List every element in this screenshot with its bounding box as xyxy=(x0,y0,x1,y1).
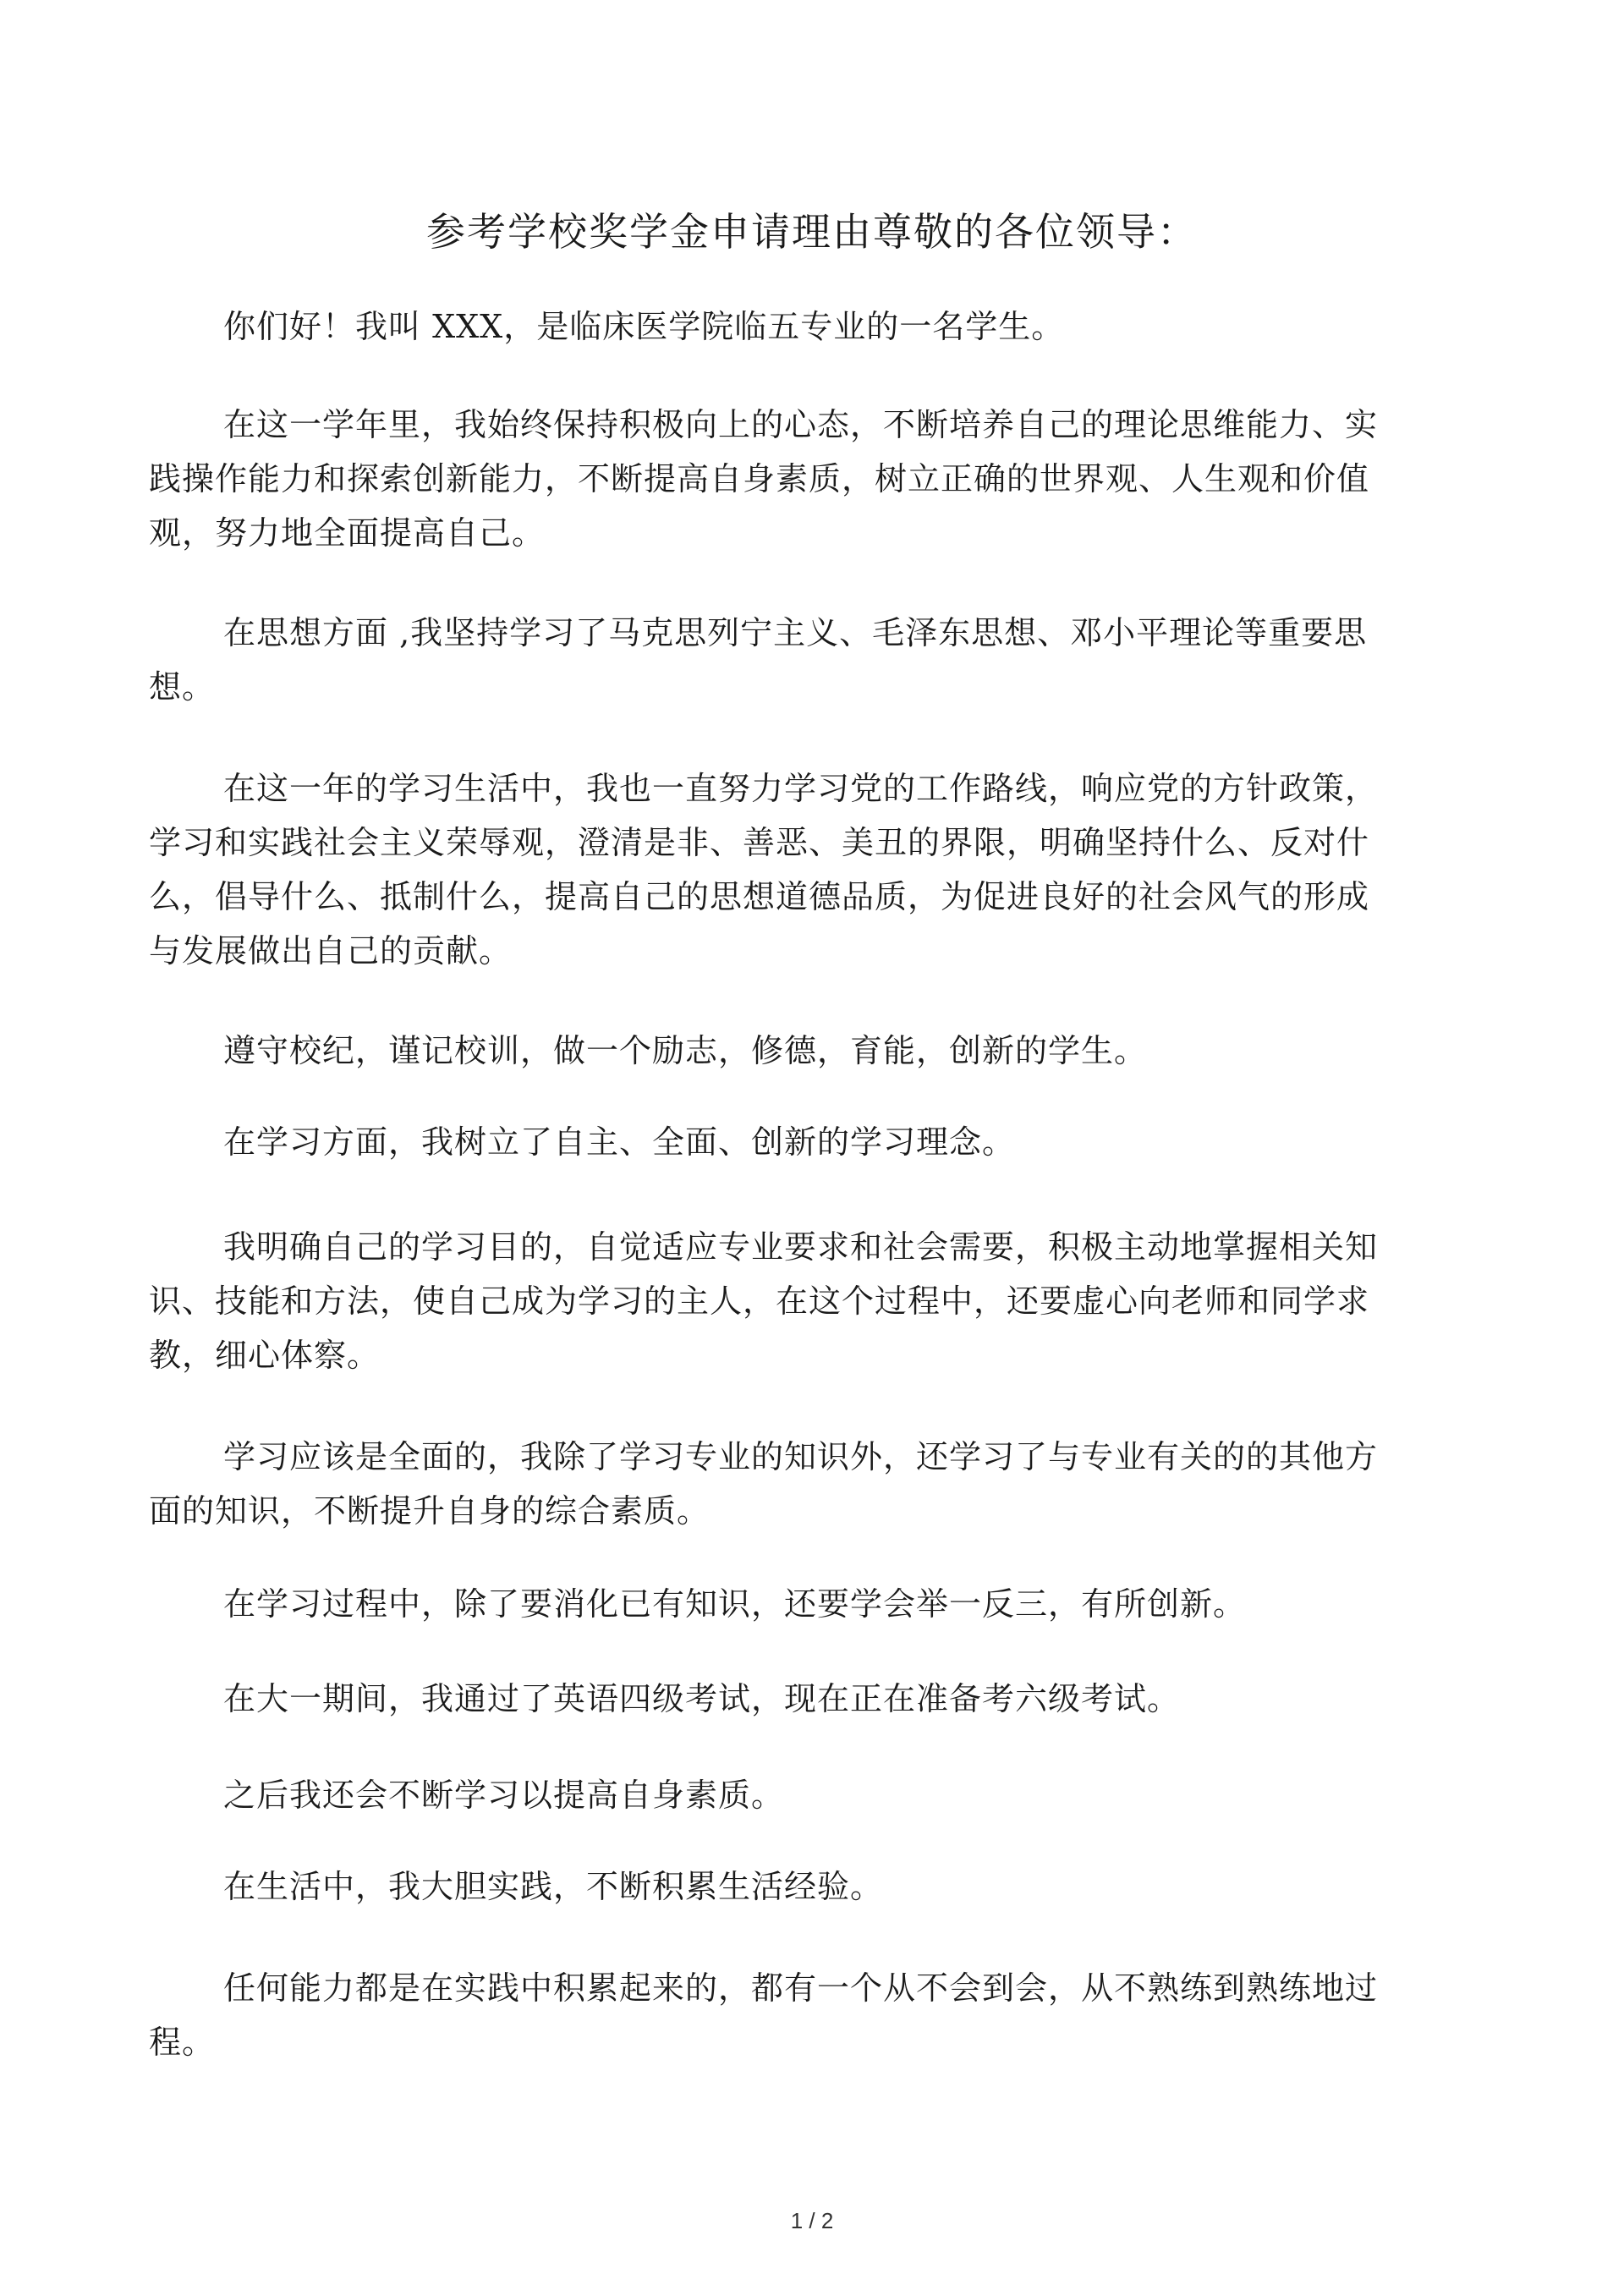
paragraph-life-practice: 在生活中，我大胆实践，不断积累生活经验。 xyxy=(223,1868,884,1905)
paragraph-school-rules: 遵守校纪，谨记校训，做一个励志，修德，育能，创新的学生。 xyxy=(223,1032,1148,1069)
paragraph-ability-growth: 任何能力都是在实践中积累起来的，都有一个从不会到会，从不熟练到熟练地过程。 xyxy=(149,1969,1379,2061)
page-number: 1 / 2 xyxy=(790,2208,834,2233)
document-title: 参考学校奖学金申请理由尊敬的各位领导： xyxy=(426,209,1198,255)
paragraph-innovation: 在学习过程中，除了要消化已有知识，还要学会举一反三，有所创新。 xyxy=(223,1585,1247,1623)
paragraph-english-exam: 在大一期间，我通过了英语四级考试，现在正在准备考六级考试。 xyxy=(223,1680,1181,1717)
paragraph-greeting: 你们好！我叫 XXX，是临床医学院临五专业的一名学生。 xyxy=(223,308,1065,345)
paragraph-ideology: 在思想方面 ,我坚持学习了马克思列宁主义、毛泽东思想、邓小平理论等重要思想。 xyxy=(149,614,1368,706)
paragraph-continued-learning: 之后我还会不断学习以提高自身素质。 xyxy=(223,1777,785,1814)
paragraph-comprehensive-study: 学习应该是全面的，我除了学习专业的知识外，还学习了与专业有关的的其他方面的知识，不断提升自身的综合素质。 xyxy=(149,1438,1379,1530)
paragraph-self-cultivation: 在这一学年里，我始终保持积极向上的心态，不断培养自己的理论思维能力、实践操作能力和探索创新能力，不断提高自身素质，树立正确的世界观、人生观和价值观，努力地全面提高自己。 xyxy=(149,406,1379,552)
paragraph-study-goals: 我明确自己的学习目的，自觉适应专业要求和社会需要，积极主动地掌握相关知识、技能和方法，使自己成为学习的主人，在这个过程中，还要虚心向老师和同学求教，细心体察。 xyxy=(149,1228,1379,1374)
paragraph-party-line: 在这一年的学习生活中，我也一直努力学习党的工作路线，响应党的方针政策，学习和实践社会主义荣辱观，澄清是非、善恶、美丑的界限，明确坚持什么、反对什么，倡导什么、抵制什么，提高自己的思想道德品质，为促进良好的社会风气的形成与发展做出自己的贡献。 xyxy=(149,770,1379,969)
paragraph-study-philosophy: 在学习方面，我树立了自主、全面、创新的学习理念。 xyxy=(223,1123,1016,1161)
